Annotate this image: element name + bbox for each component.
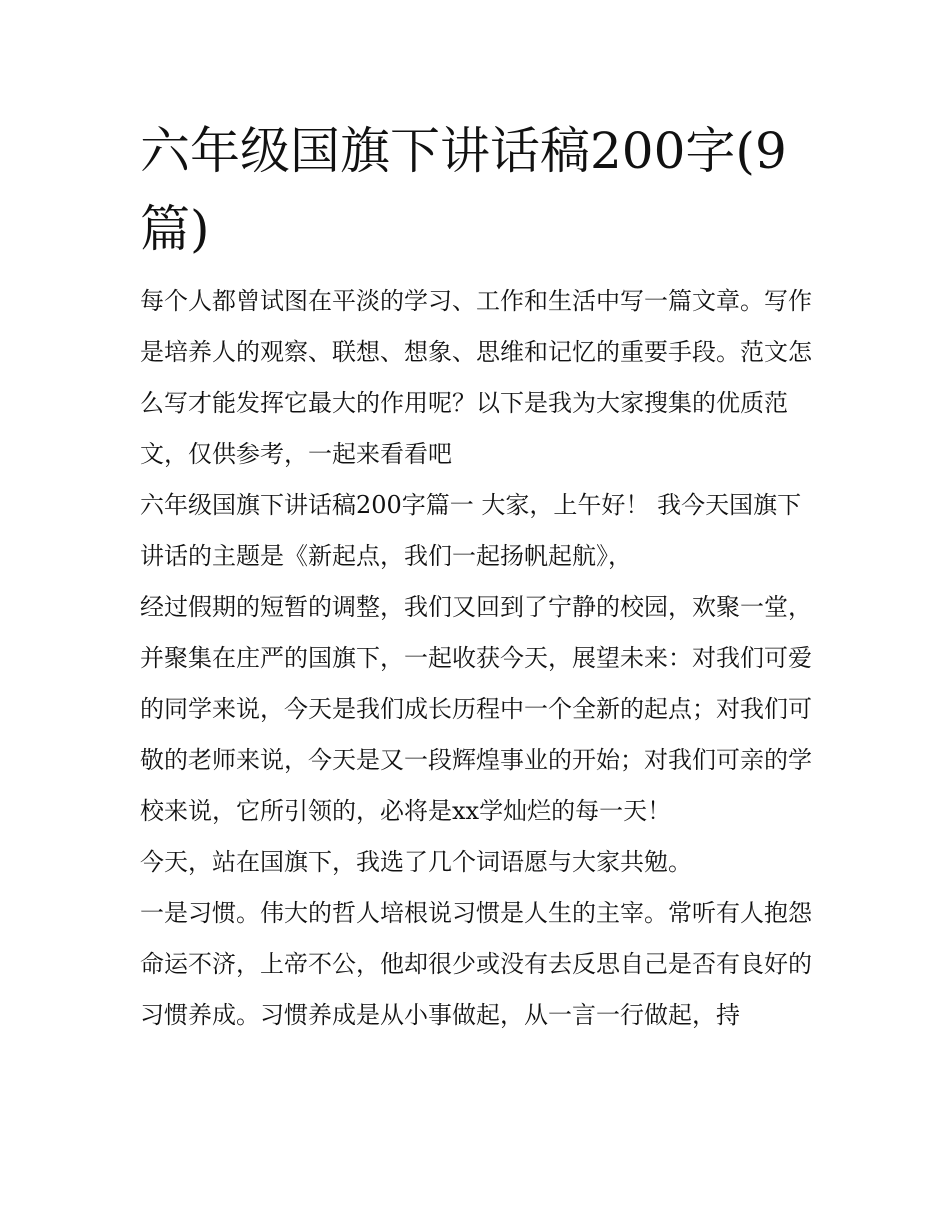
body-paragraph: 经过假期的短暂的调整，我们又回到了宁静的校园，欢聚一堂，并聚集在庄严的国旗下，一起收获今天，展望未来：对我们可爱的同学来说，今天是我们成长历程中一个全新的起点；对我们可敬的老师来说，今天是又一段辉煌事业的开始；对我们可亲的学校来说，它所引领的，必将是xx学灿烂的每一天！ [140,593,812,825]
intro-paragraph: 每个人都曾试图在平淡的学习、工作和生活中写一篇文章。写作是培养人的观察、联想、想象、思维和记忆的重要手段。范文怎么写才能发挥它最大的作用呢？以下是我为大家搜集的优质范文，仅供参考，一起来看看吧 [140,287,812,468]
document-body [140,276,816,1041]
page-title: 六年级国旗下讲话稿200字(9篇) [140,122,787,258]
body-paragraph: 今天，站在国旗下，我选了几个词语愿与大家共勉。 [140,848,692,876]
body-paragraph: 一是习惯。伟大的哲人培根说习惯是人生的主宰。常听有人抱怨命运不济，上帝不公，他却很少或没有去反思自己是否有良好的习惯养成。习惯养成是从小事做起，从一言一行做起，持 [140,899,812,1029]
speech-opening-paragraph: 六年级国旗下讲话稿200字篇一 大家，上午好！ 我今天国旗下讲话的主题是《新起点，我们一起扬帆起航》， [140,491,802,570]
